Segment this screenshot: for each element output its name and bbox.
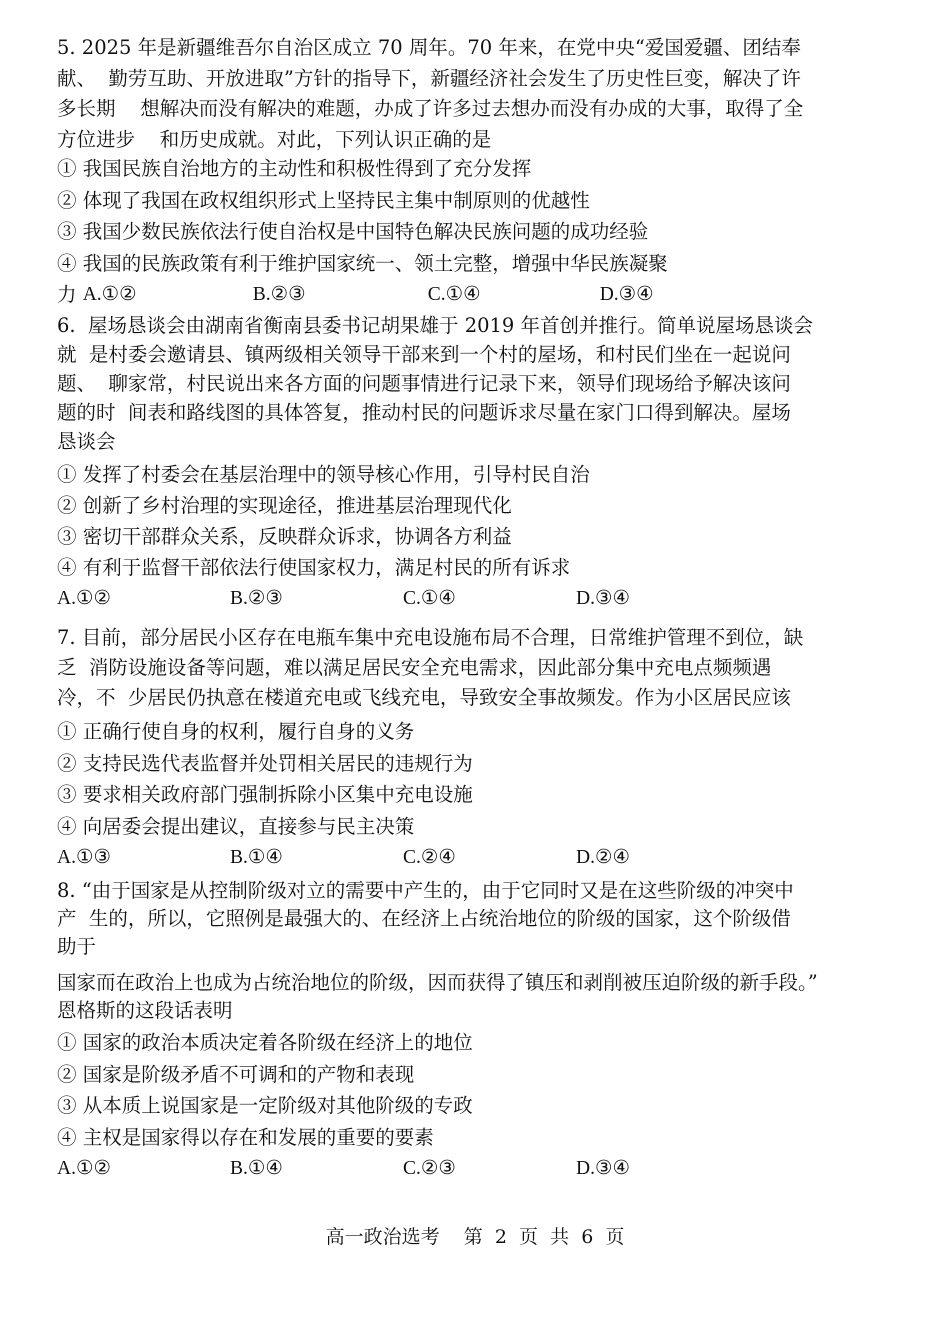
stem-line: 国家而在政治上也成为占统治地位的阶级，因而获得了镇压和剥削被压迫阶级的新手段。” xyxy=(57,971,818,994)
continued-text: 力 xyxy=(57,283,83,306)
choice-d: D.③④ xyxy=(576,1158,630,1179)
stem-line: 题的时 间表和路线图的具体答复，推动村民的问题诉求尽量在家门口得到解决。屋场 xyxy=(57,401,791,424)
question-stem xyxy=(57,877,917,1025)
option-3: ③ 密切干部群众关系，反映群众诉求，协调各方利益 xyxy=(57,525,512,548)
stem-line: 恳谈会 xyxy=(57,430,116,453)
stem-line: 冷，不 少居民仍执意在楼道充电或飞线充电，导致安全事故频发。作为小区居民应该 xyxy=(57,686,791,709)
question-5 xyxy=(57,33,917,310)
page-footer: 高一政治选考 第 2 页 共 6 页 xyxy=(325,1226,625,1248)
choice-a: A.①② xyxy=(57,588,111,609)
stem-line: 多长期 想解决而没有解决的难题，办成了许多过去想办而没有办成的大事，取得了全 xyxy=(57,97,804,120)
choice-b: B.①④ xyxy=(230,847,283,868)
option-4: ④ 主权是国家得以存在和发展的重要的要素 xyxy=(57,1125,434,1149)
option-2: ② 创新了乡村治理的实现途径，推进基层治理现代化 xyxy=(57,494,512,517)
choice-b: B.①④ xyxy=(230,1158,283,1179)
choice-c: C.②④ xyxy=(403,847,456,868)
question-7 xyxy=(57,623,917,873)
choice-b: B.②③ xyxy=(230,588,283,609)
stem-line: 7. 目前，部分居民小区存在电瓶车集中充电设施布局不合理，日常维护管理不到位，缺 xyxy=(57,626,804,649)
choice-c: C.②③ xyxy=(403,1158,456,1179)
stem-line: 助于 xyxy=(57,935,97,958)
choice-a: A.①② xyxy=(57,1158,111,1179)
stem-line: 6. 屋场恳谈会由湖南省衡南县委书记胡果雄于 2019 年首创并推行。简单说屋场恳谈会 xyxy=(57,314,814,337)
stem-line: 8. “由于国家是从控制阶级对立的需要中产生的，由于它同时又是在这些阶级的冲突中 xyxy=(57,879,794,902)
option-1: ① 发挥了村委会在基层治理中的领导核心作用，引导村民自治 xyxy=(57,463,590,486)
question-stem xyxy=(57,311,917,456)
stem-line: 献、 勤劳互助、开放进取”方针的指导下，新疆经济社会发生了历史性巨变，解决了许 xyxy=(57,66,801,90)
question-8 xyxy=(57,877,917,1184)
choice-d: D.③④ xyxy=(576,588,630,609)
option-3: ③ 我国少数民族依法行使自治权是中国特色解决民族问题的成功经验 xyxy=(57,220,649,243)
option-4: ④ 有利于监督干部依法行使国家权力，满足村民的所有诉求 xyxy=(57,556,571,579)
question-6 xyxy=(57,311,917,614)
answer-choices xyxy=(57,1153,917,1184)
stem-line: 就 是村委会邀请县、镇两级相关领导干部来到一个村的屋场，和村民们坐在一起说问 xyxy=(57,343,791,366)
choice-d: D.②④ xyxy=(576,847,630,868)
stem-line: 乏 消防设施设备等问题，难以满足居民安全充电需求，因此部分集中充电点频频遇 xyxy=(57,656,772,679)
option-1: ① 我国民族自治地方的主动性和积极性得到了充分发挥 xyxy=(57,157,532,180)
option-2: ② 国家是阶级矛盾不可调和的产物和表现 xyxy=(57,1062,415,1086)
question-stem xyxy=(57,623,917,713)
stem-line: 产 生的，所以，它照例是最强大的、在经济上占统治地位的阶级的国家，这个阶级借 xyxy=(57,907,791,930)
question-stem xyxy=(57,33,917,155)
choice-a: A.①② xyxy=(82,284,137,305)
choice-c: C.①④ xyxy=(427,284,481,305)
option-3: ③ 要求相关政府部门强制拆除小区集中充电设施 xyxy=(57,783,473,806)
choice-d: D.③④ xyxy=(599,284,654,305)
choice-a: A.①③ xyxy=(57,847,111,868)
stem-gap xyxy=(57,961,917,969)
answer-choices xyxy=(57,279,917,310)
option-4: ④ 我国的民族政策有利于维护国家统一、领土完整，增强中华民族凝聚 xyxy=(57,251,668,275)
choice-b: B.②③ xyxy=(252,284,306,305)
answer-choices xyxy=(57,842,917,873)
option-2: ② 体现了我国在政权组织形式上坚持民主集中制原则的优越性 xyxy=(57,188,590,212)
stem-line: 题、 聊家常，村民说出来各方面的问题事情进行记录下来，领导们现场给予解决该问 xyxy=(57,372,791,395)
option-2: ② 支持民选代表监督并处罚相关居民的违规行为 xyxy=(57,751,473,775)
option-4: ④ 向居委会提出建议，直接参与民主决策 xyxy=(57,814,415,838)
choice-c: C.①④ xyxy=(403,588,456,609)
answer-choices xyxy=(57,583,917,614)
option-3: ③ 从本质上说国家是一定阶级对其他阶级的专政 xyxy=(57,1094,473,1117)
stem-line: 5. 2025 年是新疆维吾尔自治区成立 70 周年。70 年来，在党中央“爱国爱疆、团结奉 xyxy=(57,36,801,59)
stem-line: 方位进步 和历史成就。对此，下列认识正确的是 xyxy=(57,127,492,151)
option-1: ① 国家的政治本质决定着各阶级在经济上的地位 xyxy=(57,1031,473,1054)
stem-line: 恩格斯的这段话表明 xyxy=(57,999,233,1022)
option-1: ① 正确行使自身的权利，履行自身的义务 xyxy=(57,720,415,743)
